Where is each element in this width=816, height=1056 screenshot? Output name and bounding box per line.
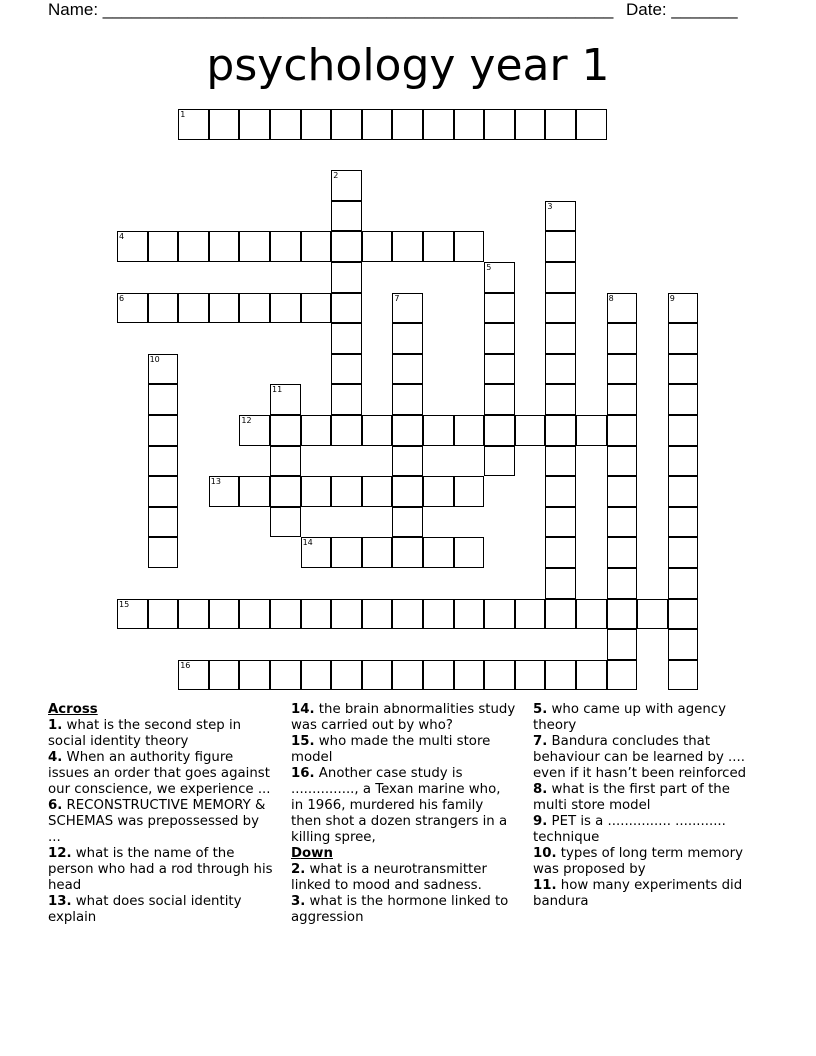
grid-cell[interactable]	[209, 599, 240, 630]
cell-number: 13	[210, 477, 221, 487]
grid-cell[interactable]	[607, 537, 638, 568]
grid-cell[interactable]	[484, 323, 515, 354]
clue-down-9: 9. PET is a ............... ............ technique	[533, 814, 726, 845]
grid-cell[interactable]	[301, 109, 332, 140]
grid-cell-3[interactable]	[545, 201, 576, 232]
grid-cell[interactable]	[607, 476, 638, 507]
grid-cell[interactable]	[668, 476, 699, 507]
grid-cell[interactable]	[239, 293, 270, 324]
grid-cell[interactable]	[148, 507, 179, 538]
grid-cell[interactable]	[392, 599, 423, 630]
grid-cell[interactable]	[209, 231, 240, 262]
grid-cell[interactable]	[270, 415, 301, 446]
grid-cell[interactable]	[209, 109, 240, 140]
grid-cell[interactable]	[423, 476, 454, 507]
grid-cell[interactable]	[392, 660, 423, 691]
name-field[interactable]: Name: ______________________________________________________	[48, 0, 614, 19]
grid-cell[interactable]	[607, 629, 638, 660]
grid-cell[interactable]	[423, 599, 454, 630]
clue-across-12: 12. what is the name of the person who had a rod through his head	[48, 846, 273, 893]
grid-cell[interactable]	[545, 323, 576, 354]
cell-number: 6	[119, 293, 125, 303]
grid-cell[interactable]	[576, 109, 607, 140]
grid-cell[interactable]	[545, 537, 576, 568]
grid-cell[interactable]	[239, 476, 270, 507]
grid-cell[interactable]	[239, 231, 270, 262]
grid-cell[interactable]	[515, 660, 546, 691]
clue-down-5: 5. who came up with agency theory	[533, 702, 726, 733]
grid-cell[interactable]	[331, 109, 362, 140]
grid-cell[interactable]	[545, 476, 576, 507]
grid-cell[interactable]	[454, 537, 485, 568]
down-heading: Down	[291, 846, 333, 861]
grid-cell[interactable]	[331, 476, 362, 507]
grid-cell[interactable]	[392, 354, 423, 385]
grid-cell[interactable]	[178, 293, 209, 324]
grid-cell[interactable]	[576, 599, 607, 630]
cell-number: 11	[272, 385, 283, 395]
grid-cell[interactable]	[148, 446, 179, 477]
grid-cell[interactable]	[607, 384, 638, 415]
clue-down-8: 8. what is the first part of the multi store model	[533, 782, 730, 813]
clue-across-14: 14. the brain abnormalities study was carried out by who?	[291, 702, 516, 733]
grid-cell[interactable]	[178, 599, 209, 630]
grid-cell[interactable]	[423, 415, 454, 446]
grid-cell-11[interactable]	[270, 384, 301, 415]
grid-cell[interactable]	[668, 323, 699, 354]
grid-cell[interactable]	[270, 507, 301, 538]
clue-across-6: 6. RECONSTRUCTIVE MEMORY & SCHEMAS was prepossessed by ...	[48, 798, 266, 845]
grid-cell[interactable]	[668, 415, 699, 446]
grid-cell[interactable]	[515, 415, 546, 446]
grid-cell[interactable]	[178, 231, 209, 262]
grid-cell[interactable]	[392, 384, 423, 415]
cell-number: 10	[149, 354, 160, 364]
grid-cell[interactable]	[392, 415, 423, 446]
across-heading: Across	[48, 702, 98, 717]
clue-across-4: 4. When an authority figure issues an order that goes against our conscience, we experience ...	[48, 750, 271, 797]
grid-cell-15[interactable]	[117, 599, 148, 630]
date-field[interactable]: Date: _______	[626, 0, 738, 19]
grid-cell[interactable]	[270, 231, 301, 262]
grid-cell[interactable]	[668, 629, 699, 660]
grid-cell[interactable]	[454, 231, 485, 262]
grid-cell[interactable]	[148, 599, 179, 630]
grid-cell[interactable]	[392, 323, 423, 354]
grid-cell[interactable]	[423, 109, 454, 140]
grid-cell[interactable]	[607, 599, 638, 630]
grid-cell[interactable]	[423, 660, 454, 691]
grid-cell-6[interactable]	[117, 293, 148, 324]
grid-cell[interactable]	[270, 599, 301, 630]
cell-number: 4	[119, 232, 125, 242]
grid-cell[interactable]	[362, 599, 393, 630]
grid-cell[interactable]	[484, 384, 515, 415]
cell-number: 2	[333, 171, 339, 181]
cell-number: 8	[608, 293, 614, 303]
grid-cell-1[interactable]	[178, 109, 209, 140]
grid-cell[interactable]	[607, 660, 638, 691]
grid-cell[interactable]	[331, 354, 362, 385]
grid-cell[interactable]	[392, 446, 423, 477]
grid-cell[interactable]	[331, 231, 362, 262]
grid-cell[interactable]	[270, 476, 301, 507]
grid-cell-4[interactable]	[117, 231, 148, 262]
grid-cell[interactable]	[301, 599, 332, 630]
grid-cell[interactable]	[148, 537, 179, 568]
grid-cell[interactable]	[331, 384, 362, 415]
clue-down-10: 10. types of long term memory was proposed by	[533, 846, 743, 877]
clue-across-13: 13. what does social identity explain	[48, 894, 242, 925]
grid-cell[interactable]	[148, 231, 179, 262]
grid-cell[interactable]	[545, 507, 576, 538]
grid-cell[interactable]	[545, 109, 576, 140]
grid-cell[interactable]	[148, 476, 179, 507]
grid-cell[interactable]	[515, 599, 546, 630]
cell-number: 1	[180, 110, 186, 119]
grid-cell[interactable]	[331, 537, 362, 568]
grid-cell-2[interactable]	[331, 170, 362, 201]
cell-number: 7	[394, 293, 400, 303]
grid-cell[interactable]	[545, 354, 576, 385]
grid-cell[interactable]	[270, 109, 301, 140]
grid-cell[interactable]	[576, 660, 607, 691]
grid-cell[interactable]	[362, 231, 393, 262]
grid-cell[interactable]	[331, 660, 362, 691]
grid-cell[interactable]	[484, 446, 515, 477]
grid-cell[interactable]	[668, 660, 699, 691]
grid-cell[interactable]	[362, 537, 393, 568]
grid-cell[interactable]	[362, 476, 393, 507]
grid-cell[interactable]	[331, 262, 362, 293]
grid-cell[interactable]	[668, 446, 699, 477]
grid-cell[interactable]	[454, 109, 485, 140]
grid-cell[interactable]	[515, 109, 546, 140]
grid-cell[interactable]	[668, 599, 699, 630]
clues-column-1	[48, 702, 273, 926]
grid-cell[interactable]	[607, 446, 638, 477]
grid-cell[interactable]	[331, 415, 362, 446]
grid-cell[interactable]	[484, 660, 515, 691]
clue-across-15: 15. who made the multi store model	[291, 734, 491, 765]
grid-cell[interactable]	[454, 660, 485, 691]
clues-column-2	[291, 702, 516, 926]
grid-cell[interactable]	[239, 660, 270, 691]
grid-cell[interactable]	[270, 446, 301, 477]
grid-cell[interactable]	[331, 599, 362, 630]
grid-cell[interactable]	[301, 231, 332, 262]
clue-down-2: 2. what is a neurotransmitter linked to mood and sadness.	[291, 862, 487, 893]
grid-cell[interactable]	[331, 293, 362, 324]
grid-cell[interactable]	[545, 262, 576, 293]
grid-cell[interactable]	[331, 201, 362, 232]
grid-cell[interactable]	[484, 109, 515, 140]
grid-cell[interactable]	[545, 293, 576, 324]
grid-cell[interactable]	[362, 415, 393, 446]
page-title: psychology year 1	[206, 40, 610, 91]
grid-cell[interactable]	[392, 109, 423, 140]
grid-cell[interactable]	[392, 537, 423, 568]
grid-cell[interactable]	[148, 293, 179, 324]
grid-cell[interactable]	[454, 476, 485, 507]
cell-number: 5	[486, 263, 492, 272]
grid-cell[interactable]	[209, 293, 240, 324]
grid-cell[interactable]	[270, 293, 301, 324]
grid-cell[interactable]	[301, 660, 332, 691]
cell-number: 9	[669, 293, 675, 303]
grid-cell[interactable]	[545, 384, 576, 415]
grid-cell-14[interactable]	[301, 537, 332, 568]
grid-cell[interactable]	[484, 293, 515, 324]
grid-cell[interactable]	[239, 109, 270, 140]
grid-cell[interactable]	[362, 109, 393, 140]
grid-cell[interactable]	[545, 660, 576, 691]
grid-cell-9[interactable]	[668, 293, 699, 324]
grid-cell[interactable]	[637, 599, 668, 630]
grid-cell[interactable]	[454, 599, 485, 630]
grid-cell[interactable]	[545, 415, 576, 446]
grid-cell[interactable]	[484, 599, 515, 630]
grid-cell[interactable]	[607, 507, 638, 538]
clue-across-1: 1. what is the second step in social identity theory	[48, 718, 242, 749]
grid-cell[interactable]	[545, 599, 576, 630]
grid-cell[interactable]	[607, 568, 638, 599]
grid-cell[interactable]	[362, 660, 393, 691]
grid-cell[interactable]	[607, 415, 638, 446]
grid-cell[interactable]	[454, 415, 485, 446]
clue-across-16: 16. Another case study is ..............., a Texan marine who, in 1966, murdered his family then shot a dozen strangers in a killing spree,	[291, 766, 508, 845]
grid-cell[interactable]	[576, 415, 607, 446]
grid-cell-16[interactable]	[178, 660, 209, 691]
grid-cell[interactable]	[148, 384, 179, 415]
grid-cell[interactable]	[607, 323, 638, 354]
grid-cell[interactable]	[607, 354, 638, 385]
grid-cell[interactable]	[484, 354, 515, 385]
grid-cell-8[interactable]	[607, 293, 638, 324]
grid-cell-13[interactable]	[209, 476, 240, 507]
grid-cell-7[interactable]	[392, 293, 423, 324]
clue-down-3: 3. what is the hormone linked to aggression	[291, 894, 509, 925]
grid-cell[interactable]	[239, 599, 270, 630]
grid-cell[interactable]	[392, 476, 423, 507]
cell-number: 12	[241, 416, 252, 425]
grid-cell[interactable]	[270, 660, 301, 691]
grid-cell[interactable]	[209, 660, 240, 691]
grid-cell[interactable]	[545, 231, 576, 262]
grid-cell[interactable]	[668, 384, 699, 415]
grid-cell[interactable]	[331, 323, 362, 354]
grid-cell[interactable]	[301, 415, 332, 446]
grid-cell[interactable]	[392, 231, 423, 262]
grid-cell-5[interactable]	[484, 262, 515, 293]
grid-cell[interactable]	[301, 293, 332, 324]
grid-cell[interactable]	[423, 231, 454, 262]
grid-cell[interactable]	[668, 568, 699, 599]
cell-number: 14	[302, 538, 313, 548]
grid-cell[interactable]	[392, 507, 423, 538]
grid-cell[interactable]	[545, 446, 576, 477]
grid-cell[interactable]	[545, 568, 576, 599]
grid-cell[interactable]	[668, 354, 699, 385]
clue-down-11: 11. how many experiments did bandura	[533, 878, 743, 909]
cell-number: 3	[547, 201, 553, 211]
cell-number: 16	[180, 660, 191, 670]
cell-number: 15	[119, 599, 130, 609]
grid-cell-12[interactable]	[239, 415, 270, 446]
clues-column-3	[533, 702, 768, 910]
grid-cell-10[interactable]	[148, 354, 179, 385]
clue-down-7: 7. Bandura concludes that behaviour can be learned by .... even if it hasn’t been reinforced	[533, 734, 747, 781]
grid-cell[interactable]	[484, 415, 515, 446]
grid-cell[interactable]	[668, 507, 699, 538]
grid-cell[interactable]	[423, 537, 454, 568]
grid-cell[interactable]	[148, 415, 179, 446]
grid-cell[interactable]	[668, 537, 699, 568]
grid-cell[interactable]	[301, 476, 332, 507]
